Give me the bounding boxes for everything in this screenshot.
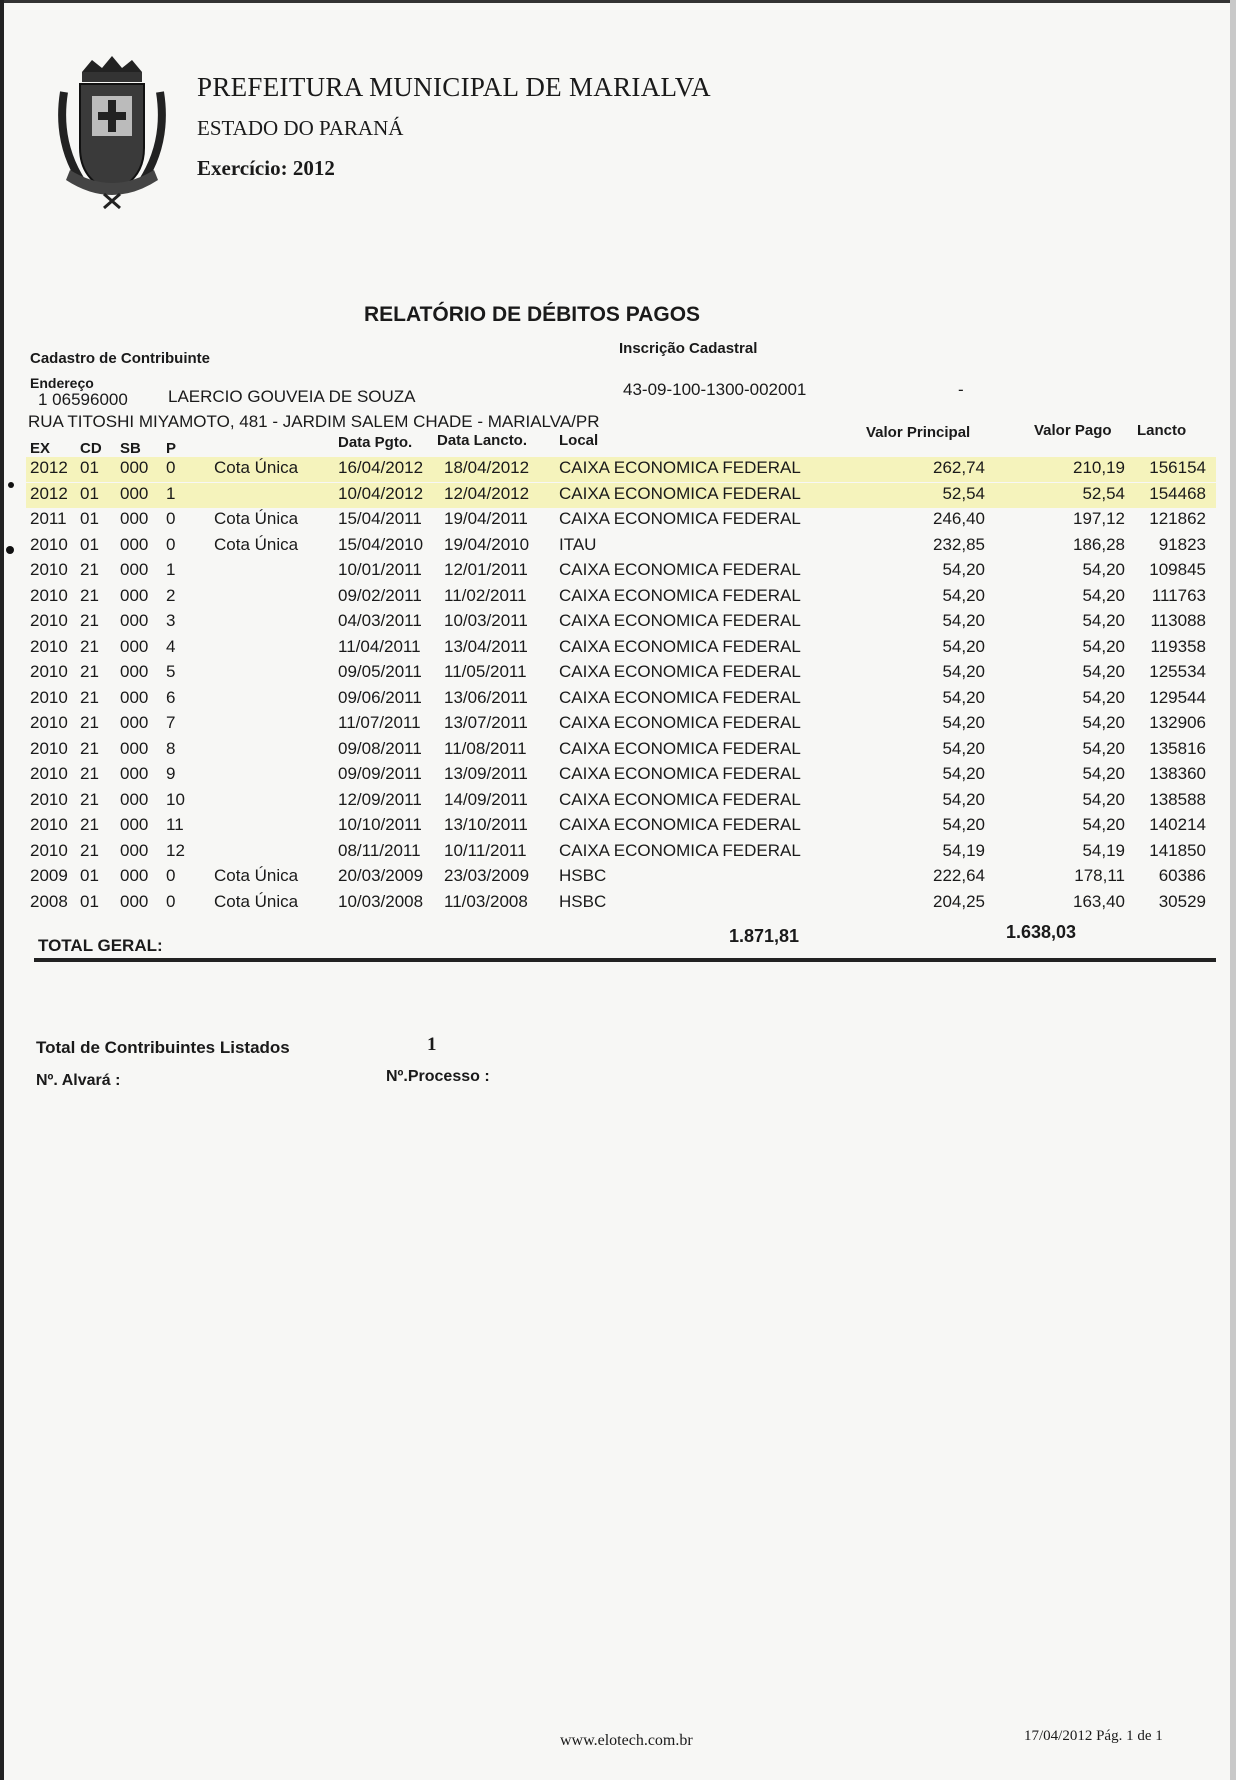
cell-ex: 2012 — [30, 483, 68, 503]
col-data-lancto: Data Lancto. — [437, 432, 528, 449]
cell-lct: 60386 — [1158, 866, 1206, 885]
cell-ex: 2012 — [30, 458, 68, 477]
cell-vpri: 54,19 — [942, 840, 985, 860]
cell-lanc: 13/10/2011 — [444, 815, 528, 834]
table-row — [0, 713, 1236, 738]
table-row — [0, 790, 1236, 815]
cell-lanc: 13/06/2011 — [444, 687, 528, 707]
fiscal-year-label: Exercício: — [197, 156, 288, 180]
municipality-title: PREFEITURA MUNICIPAL DE MARIALVA — [197, 72, 711, 102]
total-geral-label: TOTAL GERAL: — [38, 936, 163, 955]
cell-cd: 01 — [80, 891, 99, 911]
cell-lct: 30529 — [1158, 891, 1206, 911]
cell-lct: 111763 — [1151, 585, 1206, 605]
cell-vpag: 54,20 — [1082, 738, 1125, 758]
cell-lanc: 13/07/2011 — [444, 713, 528, 732]
col-p: P — [166, 440, 177, 457]
inscricao-value: 43-09-100-1300-002001 — [623, 380, 807, 399]
cell-pgto: 04/03/2011 — [338, 611, 422, 630]
cell-vpag: 54,20 — [1082, 611, 1125, 630]
taxpayer-code: 1 06596000 — [38, 390, 128, 409]
endereco-label: Endereço — [30, 375, 94, 391]
cell-lct: 113088 — [1150, 611, 1206, 630]
cell-vpri: 54,20 — [942, 687, 985, 707]
col-cd: CD — [80, 440, 102, 457]
cell-cd: 21 — [80, 713, 99, 732]
col-data-pgto: Data Pgto. — [338, 434, 413, 451]
table-row — [0, 662, 1236, 687]
cell-vpag: 197,12 — [1073, 509, 1125, 528]
cell-cd: 01 — [80, 866, 99, 885]
cell-local: CAIXA ECONOMICA FEDERAL — [559, 509, 801, 528]
cell-ex: 2010 — [30, 738, 68, 758]
cell-ex: 2010 — [30, 713, 68, 732]
scan-top-edge — [0, 0, 1236, 3]
cell-lanc: 18/04/2012 — [444, 458, 530, 477]
cell-vpri: 54,20 — [942, 662, 985, 681]
cell-lanc: 12/04/2012 — [444, 483, 530, 503]
cell-tipo: Cota Única — [214, 891, 299, 911]
cell-local: CAIXA ECONOMICA FEDERAL — [559, 713, 801, 732]
cell-local: HSBC — [559, 866, 607, 885]
cell-local: HSBC — [559, 891, 607, 911]
cadastro-label: Cadastro de Contribuinte — [30, 350, 211, 367]
taxpayer-name: LAERCIO GOUVEIA DE SOUZA — [168, 387, 416, 406]
cell-p: 8 — [166, 738, 176, 758]
cell-sb: 000 — [120, 662, 149, 681]
col-local: Local — [559, 432, 599, 449]
cell-sb: 000 — [120, 509, 149, 528]
cell-vpag: 54,20 — [1082, 662, 1125, 681]
cell-local: CAIXA ECONOMICA FEDERAL — [559, 585, 801, 605]
cell-cd: 21 — [80, 764, 99, 783]
cell-local: CAIXA ECONOMICA FEDERAL — [559, 458, 801, 477]
cell-ex: 2010 — [30, 764, 68, 783]
cell-ex: 2011 — [30, 509, 67, 528]
footer-url: www.elotech.com.br — [560, 1732, 693, 1749]
cell-pgto: 09/08/2011 — [338, 738, 422, 758]
cell-lanc: 11/08/2011 — [444, 738, 527, 758]
cell-ex: 2010 — [30, 789, 68, 809]
cell-vpri: 54,20 — [942, 585, 985, 605]
cell-vpag: 54,20 — [1082, 585, 1125, 605]
cell-sb: 000 — [120, 458, 149, 477]
cell-vpri: 54,20 — [942, 815, 985, 834]
cell-lct: 140214 — [1149, 815, 1206, 834]
cell-vpag: 54,20 — [1082, 789, 1125, 809]
state-name: ESTADO DO PARANÁ — [197, 116, 404, 140]
cell-lanc: 13/04/2011 — [444, 636, 528, 656]
cell-lanc: 11/02/2011 — [444, 585, 527, 605]
cell-pgto: 12/09/2011 — [338, 789, 422, 809]
cell-ex: 2010 — [30, 585, 68, 605]
fiscal-year-value: 2012 — [292, 156, 335, 180]
coat-of-arms-icon — [52, 52, 172, 212]
table-row — [0, 688, 1236, 713]
cell-ex: 2010 — [30, 534, 68, 554]
table-row — [0, 458, 1236, 483]
cell-local: CAIXA ECONOMICA FEDERAL — [559, 611, 801, 630]
table-row — [0, 739, 1236, 764]
cell-sb: 000 — [120, 611, 149, 630]
cell-pgto: 20/03/2009 — [338, 866, 424, 885]
cell-cd: 21 — [80, 687, 99, 707]
cell-tipo: Cota Única — [214, 458, 299, 477]
cell-vpri: 54,20 — [942, 611, 985, 630]
cell-lanc: 12/01/2011 — [444, 560, 528, 579]
cell-pgto: 10/03/2008 — [338, 891, 424, 911]
cell-lanc: 11/03/2008 — [444, 891, 528, 911]
cell-p: 10 — [166, 789, 185, 809]
cell-p: 0 — [166, 891, 176, 911]
cell-cd: 21 — [80, 636, 99, 656]
cell-sb: 000 — [120, 483, 149, 503]
cell-pgto: 16/04/2012 — [338, 458, 424, 477]
cell-vpag: 178,11 — [1074, 866, 1125, 885]
cell-sb: 000 — [120, 560, 149, 579]
cell-ex: 2010 — [30, 687, 68, 707]
cell-p: 12 — [166, 840, 185, 860]
cell-pgto: 09/06/2011 — [338, 687, 422, 707]
alvara-label: Nº. Alvará : — [36, 1072, 121, 1089]
cell-p: 1 — [166, 560, 176, 579]
table-row — [0, 509, 1236, 534]
cell-lanc: 10/11/2011 — [444, 840, 527, 860]
total-contribuintes-value: 1 — [427, 1034, 437, 1055]
cell-vpri: 222,64 — [933, 866, 985, 885]
cell-lct: 119358 — [1150, 636, 1206, 656]
cell-pgto: 10/10/2011 — [338, 815, 422, 834]
cell-sb: 000 — [120, 764, 149, 783]
cell-cd: 21 — [80, 815, 99, 834]
cell-ex: 2010 — [30, 815, 68, 834]
cell-cd: 01 — [80, 458, 99, 477]
processo-label: Nº.Processo : — [386, 1068, 490, 1085]
cell-vpri: 54,20 — [942, 738, 985, 758]
cell-lct: 91823 — [1158, 534, 1206, 554]
cell-lct: 156154 — [1149, 458, 1206, 477]
cell-vpag: 54,20 — [1082, 560, 1125, 579]
total-contribuintes-label: Total de Contribuintes Listados — [36, 1038, 290, 1057]
cell-local: CAIXA ECONOMICA FEDERAL — [559, 840, 801, 860]
cell-cd: 21 — [80, 789, 99, 809]
col-sb: SB — [120, 440, 141, 457]
cell-cd: 21 — [80, 840, 99, 860]
table-row — [0, 841, 1236, 866]
footer-page-info: 17/04/2012 Pág. 1 de 1 — [1024, 1728, 1163, 1744]
cell-pgto: 09/09/2011 — [338, 764, 422, 783]
cell-lanc: 11/05/2011 — [444, 662, 527, 681]
total-rule — [34, 958, 1216, 962]
table-row — [0, 484, 1236, 509]
cell-lct: 141850 — [1149, 840, 1206, 860]
cell-tipo: Cota Única — [214, 509, 299, 528]
cell-lct: 138360 — [1149, 764, 1206, 783]
table-row — [0, 815, 1236, 840]
cell-vpri: 262,74 — [933, 458, 985, 477]
cell-vpri: 54,20 — [942, 764, 985, 783]
cell-p: 2 — [166, 585, 176, 605]
cell-lanc: 13/09/2011 — [444, 764, 528, 783]
cell-lct: 129544 — [1149, 687, 1206, 707]
cell-vpri: 54,20 — [942, 713, 985, 732]
dash-mark: - — [958, 380, 964, 399]
cell-local: CAIXA ECONOMICA FEDERAL — [559, 764, 801, 783]
cell-lct: 135816 — [1149, 738, 1206, 758]
cell-pgto: 09/05/2011 — [338, 662, 422, 681]
cell-local: CAIXA ECONOMICA FEDERAL — [559, 483, 801, 503]
cell-cd: 01 — [80, 483, 99, 503]
col-valor-pago: Valor Pago — [1034, 422, 1112, 439]
cell-vpag: 54,20 — [1082, 636, 1125, 656]
table-row — [0, 892, 1236, 917]
cell-local: CAIXA ECONOMICA FEDERAL — [559, 560, 801, 579]
cell-p: 7 — [166, 713, 176, 732]
cell-sb: 000 — [120, 534, 149, 554]
cell-p: 0 — [166, 458, 176, 477]
cell-p: 4 — [166, 636, 176, 656]
cell-vpri: 54,20 — [942, 636, 985, 656]
cell-vpri: 246,40 — [933, 509, 985, 528]
cell-lct: 109845 — [1149, 560, 1206, 579]
taxpayer-address: RUA TITOSHI MIYAMOTO, 481 - JARDIM SALEM CHADE - MARIALVA/PR — [28, 412, 600, 431]
col-valor-principal: Valor Principal — [866, 424, 971, 441]
cell-pgto: 08/11/2011 — [338, 840, 421, 860]
cell-ex: 2010 — [30, 611, 68, 630]
cell-vpag: 52,54 — [1082, 483, 1125, 503]
cell-vpag: 54,20 — [1082, 815, 1125, 834]
cell-sb: 000 — [120, 866, 149, 885]
cell-lanc: 19/04/2011 — [444, 509, 528, 528]
table-row — [0, 586, 1236, 611]
cell-pgto: 15/04/2011 — [338, 509, 422, 528]
table-row — [0, 637, 1236, 662]
report-title: RELATÓRIO DE DÉBITOS PAGOS — [364, 303, 701, 326]
cell-sb: 000 — [120, 636, 149, 656]
cell-pgto: 15/04/2010 — [338, 534, 424, 554]
cell-lct: 125534 — [1149, 662, 1206, 681]
cell-local: ITAU — [559, 534, 597, 554]
cell-local: CAIXA ECONOMICA FEDERAL — [559, 687, 801, 707]
cell-lct: 154468 — [1149, 483, 1206, 503]
table-row — [0, 866, 1236, 891]
cell-ex: 2010 — [30, 840, 68, 860]
cell-p: 0 — [166, 534, 176, 554]
cell-vpri: 204,25 — [933, 891, 985, 911]
cell-pgto: 10/01/2011 — [338, 560, 422, 579]
cell-ex: 2010 — [30, 560, 68, 579]
cell-cd: 21 — [80, 560, 99, 579]
cell-vpri: 54,20 — [942, 560, 985, 579]
cell-lanc: 19/04/2010 — [444, 534, 530, 554]
cell-p: 6 — [166, 687, 176, 707]
cell-lanc: 10/03/2011 — [444, 611, 528, 630]
cell-ex: 2010 — [30, 636, 68, 656]
cell-local: CAIXA ECONOMICA FEDERAL — [559, 789, 801, 809]
cell-p: 1 — [166, 483, 176, 503]
cell-vpri: 54,20 — [942, 789, 985, 809]
cell-ex: 2010 — [30, 662, 68, 681]
cell-pgto: 10/04/2012 — [338, 483, 424, 503]
cell-lct: 138588 — [1149, 789, 1206, 809]
cell-p: 11 — [166, 815, 184, 834]
cell-sb: 000 — [120, 840, 149, 860]
cell-sb: 000 — [120, 713, 149, 732]
cell-pgto: 11/04/2011 — [338, 636, 421, 656]
cell-vpri: 232,85 — [933, 534, 985, 554]
cell-cd: 21 — [80, 662, 99, 681]
cell-lct: 132906 — [1149, 713, 1206, 732]
cell-sb: 000 — [120, 891, 149, 911]
table-row — [0, 611, 1236, 636]
fiscal-year — [197, 156, 335, 181]
cell-sb: 000 — [120, 815, 149, 834]
cell-pgto: 11/07/2011 — [338, 713, 421, 732]
cell-p: 5 — [166, 662, 176, 681]
cell-sb: 000 — [120, 687, 149, 707]
cell-cd: 01 — [80, 509, 99, 528]
table-row — [0, 535, 1236, 560]
cell-tipo: Cota Única — [214, 866, 299, 885]
cell-local: CAIXA ECONOMICA FEDERAL — [559, 662, 801, 681]
total-valor-principal: 1.871,81 — [729, 926, 800, 946]
cell-local: CAIXA ECONOMICA FEDERAL — [559, 636, 801, 656]
cell-sb: 000 — [120, 738, 149, 758]
cell-p: 3 — [166, 611, 176, 630]
cell-ex: 2008 — [30, 891, 68, 911]
cell-cd: 01 — [80, 534, 99, 554]
cell-vpag: 54,20 — [1082, 713, 1125, 732]
cell-tipo: Cota Única — [214, 534, 299, 554]
total-valor-pago: 1.638,03 — [1006, 922, 1077, 942]
cell-local: CAIXA ECONOMICA FEDERAL — [559, 738, 801, 758]
cell-vpag: 54,20 — [1082, 687, 1125, 707]
cell-lct: 121862 — [1149, 509, 1206, 528]
inscricao-label: Inscrição Cadastral — [619, 340, 758, 357]
cell-lanc: 14/09/2011 — [444, 789, 528, 809]
cell-vpag: 186,28 — [1073, 534, 1125, 554]
table-row — [0, 560, 1236, 585]
cell-sb: 000 — [120, 789, 149, 809]
col-lancto: Lancto — [1137, 422, 1187, 439]
cell-vpag: 210,19 — [1073, 458, 1125, 477]
cell-cd: 21 — [80, 585, 99, 605]
cell-p: 9 — [166, 764, 176, 783]
cell-lanc: 23/03/2009 — [444, 866, 530, 885]
cell-vpri: 52,54 — [942, 483, 985, 503]
cell-vpag: 54,19 — [1082, 840, 1125, 860]
cell-p: 0 — [166, 866, 176, 885]
table-row — [0, 764, 1236, 789]
cell-pgto: 09/02/2011 — [338, 585, 422, 605]
cell-sb: 000 — [120, 585, 149, 605]
cell-cd: 21 — [80, 738, 99, 758]
cell-ex: 2009 — [30, 866, 68, 885]
col-ex: EX — [30, 440, 51, 457]
cell-cd: 21 — [80, 611, 99, 630]
cell-vpag: 54,20 — [1082, 764, 1125, 783]
cell-local: CAIXA ECONOMICA FEDERAL — [559, 815, 801, 834]
cell-p: 0 — [166, 509, 176, 528]
cell-vpag: 163,40 — [1073, 891, 1125, 911]
